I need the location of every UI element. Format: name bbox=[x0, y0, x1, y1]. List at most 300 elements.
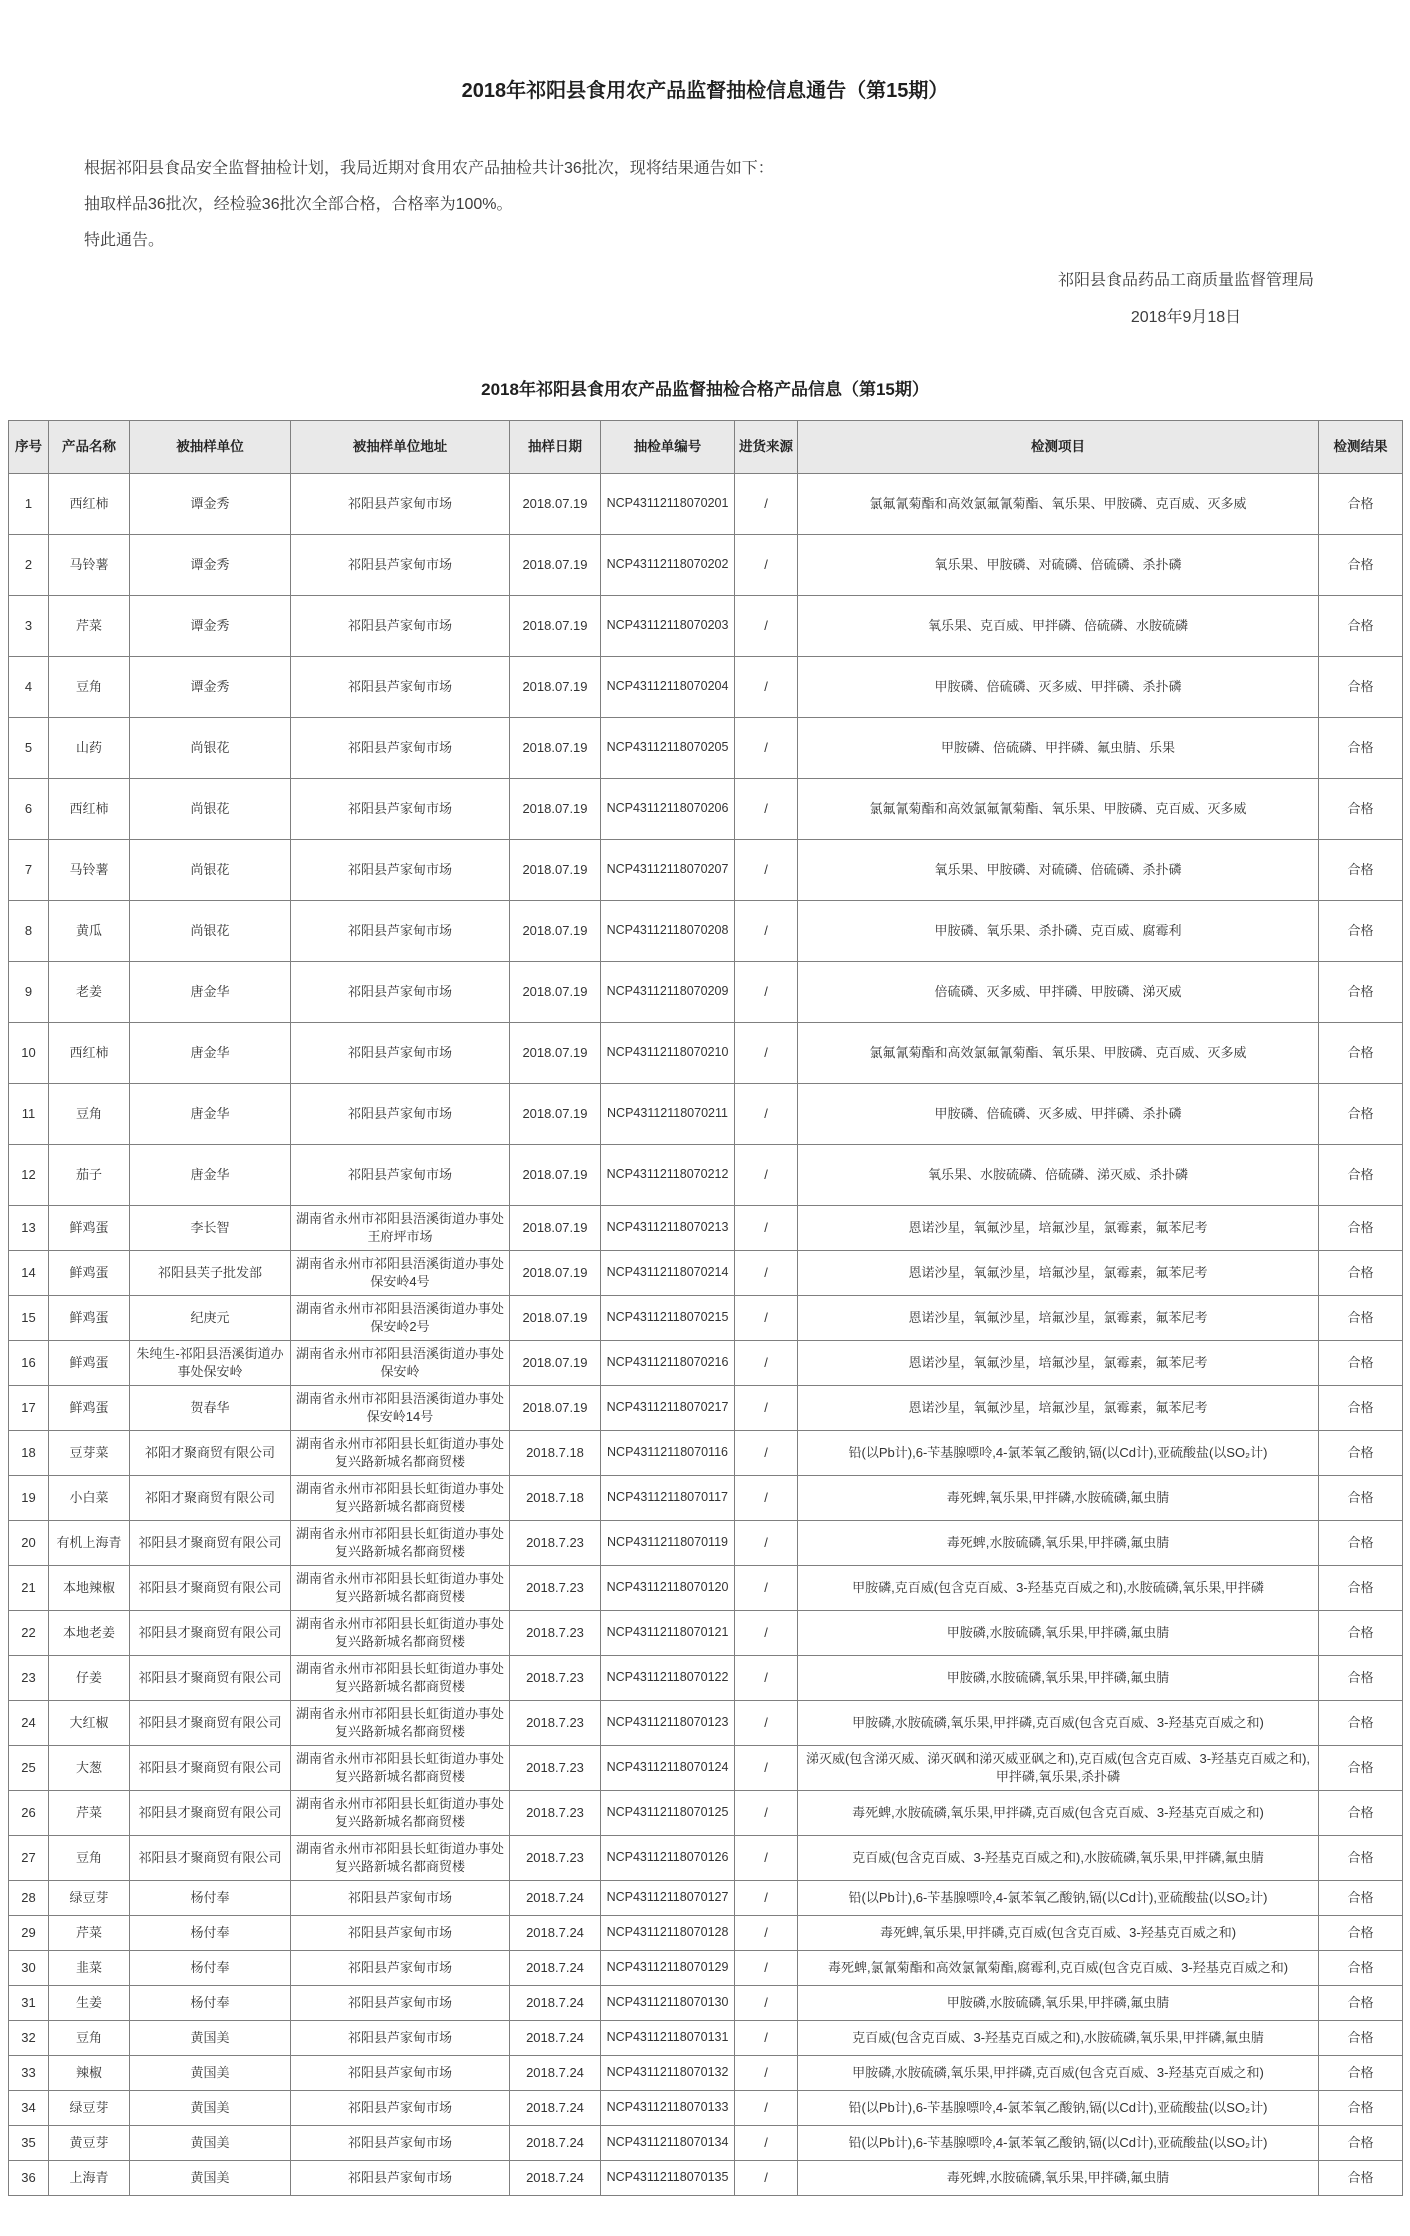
column-header-unit: 被抽样单位 bbox=[130, 421, 291, 474]
cell-code: NCP43112118070123 bbox=[601, 1701, 735, 1746]
cell-product: 豆角 bbox=[49, 1084, 130, 1145]
cell-address: 湖南省永州市祁阳县长虹街道办事处复兴路新城名都商贸楼 bbox=[291, 1476, 510, 1521]
table-row bbox=[9, 474, 1403, 535]
cell-source: / bbox=[735, 1566, 798, 1611]
cell-items: 铅(以Pb计),6-苄基腺嘌呤,4-氯苯氧乙酸钠,镉(以Cd计),亚硫酸盐(以SO₂计) bbox=[798, 2091, 1319, 2126]
cell-no: 32 bbox=[9, 2021, 49, 2056]
cell-date: 2018.7.23 bbox=[510, 1521, 601, 1566]
cell-product: 豆角 bbox=[49, 2021, 130, 2056]
cell-unit: 黄国美 bbox=[130, 2021, 291, 2056]
cell-source: / bbox=[735, 1476, 798, 1521]
cell-date: 2018.07.19 bbox=[510, 1296, 601, 1341]
notice-paragraph-3: 特此通告。 bbox=[84, 232, 165, 249]
cell-date: 2018.07.19 bbox=[510, 535, 601, 596]
column-header-address: 被抽样单位地址 bbox=[291, 421, 510, 474]
cell-source: / bbox=[735, 1251, 798, 1296]
cell-unit: 黄国美 bbox=[130, 2056, 291, 2091]
signoff-block bbox=[8, 267, 1402, 327]
cell-items: 倍硫磷、灭多威、甲拌磷、甲胺磷、涕灭威 bbox=[798, 962, 1319, 1023]
page-title: 2018年祁阳县食用农产品监督抽检信息通告（第15期） bbox=[461, 80, 949, 102]
cell-address: 祁阳县芦家甸市场 bbox=[291, 1916, 510, 1951]
cell-result: 合格 bbox=[1319, 1341, 1403, 1386]
cell-code: NCP43112118070120 bbox=[601, 1566, 735, 1611]
table-row bbox=[9, 1701, 1403, 1746]
cell-product: 黄瓜 bbox=[49, 901, 130, 962]
cell-product: 豆角 bbox=[49, 1836, 130, 1881]
column-header-items: 检测项目 bbox=[798, 421, 1319, 474]
cell-address: 祁阳县芦家甸市场 bbox=[291, 474, 510, 535]
cell-no: 14 bbox=[9, 1251, 49, 1296]
cell-date: 2018.7.24 bbox=[510, 2161, 601, 2196]
cell-product: 大葱 bbox=[49, 1746, 130, 1791]
cell-no: 16 bbox=[9, 1341, 49, 1386]
cell-code: NCP43112118070121 bbox=[601, 1611, 735, 1656]
cell-code: NCP43112118070132 bbox=[601, 2056, 735, 2091]
table-row bbox=[9, 1836, 1403, 1881]
cell-code: NCP43112118070211 bbox=[601, 1084, 735, 1145]
cell-date: 2018.07.19 bbox=[510, 779, 601, 840]
cell-no: 1 bbox=[9, 474, 49, 535]
cell-no: 35 bbox=[9, 2126, 49, 2161]
cell-result: 合格 bbox=[1319, 1084, 1403, 1145]
cell-date: 2018.07.19 bbox=[510, 1206, 601, 1251]
cell-code: NCP43112118070207 bbox=[601, 840, 735, 901]
cell-no: 3 bbox=[9, 596, 49, 657]
cell-address: 祁阳县芦家甸市场 bbox=[291, 1023, 510, 1084]
cell-date: 2018.7.24 bbox=[510, 2056, 601, 2091]
cell-no: 22 bbox=[9, 1611, 49, 1656]
cell-code: NCP43112118070116 bbox=[601, 1431, 735, 1476]
cell-date: 2018.07.19 bbox=[510, 657, 601, 718]
cell-result: 合格 bbox=[1319, 657, 1403, 718]
cell-no: 23 bbox=[9, 1656, 49, 1701]
cell-items: 甲胺磷、倍硫磷、灭多威、甲拌磷、杀扑磷 bbox=[798, 657, 1319, 718]
cell-unit: 杨付奉 bbox=[130, 1881, 291, 1916]
cell-date: 2018.7.24 bbox=[510, 1951, 601, 1986]
column-header-result: 检测结果 bbox=[1319, 421, 1403, 474]
table-row bbox=[9, 1521, 1403, 1566]
cell-address: 湖南省永州市祁阳县长虹街道办事处复兴路新城名都商贸楼 bbox=[291, 1521, 510, 1566]
table-row bbox=[9, 1916, 1403, 1951]
cell-items: 甲胺磷,水胺硫磷,氧乐果,甲拌磷,氟虫腈 bbox=[798, 1611, 1319, 1656]
cell-result: 合格 bbox=[1319, 1836, 1403, 1881]
cell-address: 祁阳县芦家甸市场 bbox=[291, 535, 510, 596]
cell-product: 西红柿 bbox=[49, 474, 130, 535]
cell-result: 合格 bbox=[1319, 1746, 1403, 1791]
table-row bbox=[9, 1656, 1403, 1701]
table-row bbox=[9, 1476, 1403, 1521]
cell-date: 2018.07.19 bbox=[510, 596, 601, 657]
cell-product: 绿豆芽 bbox=[49, 2091, 130, 2126]
cell-date: 2018.07.19 bbox=[510, 1341, 601, 1386]
table-row bbox=[9, 1746, 1403, 1791]
cell-unit: 唐金华 bbox=[130, 1084, 291, 1145]
cell-no: 31 bbox=[9, 1986, 49, 2021]
cell-address: 祁阳县芦家甸市场 bbox=[291, 2126, 510, 2161]
cell-result: 合格 bbox=[1319, 2056, 1403, 2091]
cell-product: 鲜鸡蛋 bbox=[49, 1296, 130, 1341]
cell-unit: 李长智 bbox=[130, 1206, 291, 1251]
cell-no: 18 bbox=[9, 1431, 49, 1476]
cell-no: 25 bbox=[9, 1746, 49, 1791]
cell-unit: 祁阳才聚商贸有限公司 bbox=[130, 1476, 291, 1521]
cell-date: 2018.7.24 bbox=[510, 1986, 601, 2021]
cell-code: NCP43112118070208 bbox=[601, 901, 735, 962]
cell-unit: 祁阳县才聚商贸有限公司 bbox=[130, 1836, 291, 1881]
cell-product: 生姜 bbox=[49, 1986, 130, 2021]
cell-date: 2018.7.23 bbox=[510, 1701, 601, 1746]
cell-address: 湖南省永州市祁阳县长虹街道办事处复兴路新城名都商贸楼 bbox=[291, 1701, 510, 1746]
table-row bbox=[9, 779, 1403, 840]
cell-items: 氧乐果、克百威、甲拌磷、倍硫磷、水胺硫磷 bbox=[798, 596, 1319, 657]
cell-items: 毒死蜱,水胺硫磷,氧乐果,甲拌磷,氟虫腈 bbox=[798, 2161, 1319, 2196]
cell-result: 合格 bbox=[1319, 1916, 1403, 1951]
cell-result: 合格 bbox=[1319, 1386, 1403, 1431]
cell-items: 氧乐果、水胺硫磷、倍硫磷、涕灭威、杀扑磷 bbox=[798, 1145, 1319, 1206]
column-header-source: 进货来源 bbox=[735, 421, 798, 474]
cell-code: NCP43112118070131 bbox=[601, 2021, 735, 2056]
cell-unit: 纪庚元 bbox=[130, 1296, 291, 1341]
cell-items: 氯氟氰菊酯和高效氯氟氰菊酯、氧乐果、甲胺磷、克百威、灭多威 bbox=[798, 1023, 1319, 1084]
cell-no: 33 bbox=[9, 2056, 49, 2091]
cell-unit: 杨付奉 bbox=[130, 1986, 291, 2021]
table-row bbox=[9, 1206, 1403, 1251]
cell-no: 12 bbox=[9, 1145, 49, 1206]
table-row bbox=[9, 1611, 1403, 1656]
cell-date: 2018.7.24 bbox=[510, 2091, 601, 2126]
cell-items: 氯氟氰菊酯和高效氯氟氰菊酯、氧乐果、甲胺磷、克百威、灭多威 bbox=[798, 474, 1319, 535]
cell-no: 6 bbox=[9, 779, 49, 840]
cell-source: / bbox=[735, 1521, 798, 1566]
cell-result: 合格 bbox=[1319, 2161, 1403, 2196]
cell-source: / bbox=[735, 1791, 798, 1836]
table-row bbox=[9, 2091, 1403, 2126]
cell-date: 2018.7.23 bbox=[510, 1566, 601, 1611]
cell-result: 合格 bbox=[1319, 1951, 1403, 1986]
cell-items: 铅(以Pb计),6-苄基腺嘌呤,4-氯苯氧乙酸钠,镉(以Cd计),亚硫酸盐(以SO₂计) bbox=[798, 2126, 1319, 2161]
cell-source: / bbox=[735, 1951, 798, 1986]
table-row bbox=[9, 596, 1403, 657]
cell-items: 恩诺沙星，氧氟沙星，培氟沙星，氯霉素，氟苯尼考 bbox=[798, 1206, 1319, 1251]
cell-address: 湖南省永州市祁阳县长虹街道办事处复兴路新城名都商贸楼 bbox=[291, 1836, 510, 1881]
cell-result: 合格 bbox=[1319, 1611, 1403, 1656]
cell-items: 氧乐果、甲胺磷、对硫磷、倍硫磷、杀扑磷 bbox=[798, 535, 1319, 596]
cell-items: 铅(以Pb计),6-苄基腺嘌呤,4-氯苯氧乙酸钠,镉(以Cd计),亚硫酸盐(以SO₂计) bbox=[798, 1431, 1319, 1476]
cell-result: 合格 bbox=[1319, 1566, 1403, 1611]
cell-items: 甲胺磷,水胺硫磷,氧乐果,甲拌磷,克百威(包含克百威、3-羟基克百威之和) bbox=[798, 2056, 1319, 2091]
cell-no: 4 bbox=[9, 657, 49, 718]
cell-source: / bbox=[735, 1916, 798, 1951]
cell-source: / bbox=[735, 596, 798, 657]
table-row bbox=[9, 718, 1403, 779]
cell-address: 祁阳县芦家甸市场 bbox=[291, 840, 510, 901]
cell-result: 合格 bbox=[1319, 1986, 1403, 2021]
cell-source: / bbox=[735, 1145, 798, 1206]
cell-address: 祁阳县芦家甸市场 bbox=[291, 596, 510, 657]
cell-code: NCP43112118070204 bbox=[601, 657, 735, 718]
cell-address: 湖南省永州市祁阳县长虹街道办事处复兴路新城名都商贸楼 bbox=[291, 1656, 510, 1701]
cell-product: 上海青 bbox=[49, 2161, 130, 2196]
cell-source: / bbox=[735, 2126, 798, 2161]
cell-product: 山药 bbox=[49, 718, 130, 779]
cell-date: 2018.07.19 bbox=[510, 474, 601, 535]
cell-unit: 朱纯生-祁阳县浯溪街道办事处保安岭 bbox=[130, 1341, 291, 1386]
cell-unit: 谭金秀 bbox=[130, 535, 291, 596]
cell-code: NCP43112118070133 bbox=[601, 2091, 735, 2126]
cell-source: / bbox=[735, 1986, 798, 2021]
cell-no: 30 bbox=[9, 1951, 49, 1986]
cell-items: 氯氟氰菊酯和高效氯氟氰菊酯、氧乐果、甲胺磷、克百威、灭多威 bbox=[798, 779, 1319, 840]
table-row bbox=[9, 2056, 1403, 2091]
cell-source: / bbox=[735, 1023, 798, 1084]
table-row bbox=[9, 1145, 1403, 1206]
cell-address: 祁阳县芦家甸市场 bbox=[291, 2161, 510, 2196]
cell-items: 铅(以Pb计),6-苄基腺嘌呤,4-氯苯氧乙酸钠,镉(以Cd计),亚硫酸盐(以SO₂计) bbox=[798, 1881, 1319, 1916]
cell-unit: 祁阳县才聚商贸有限公司 bbox=[130, 1746, 291, 1791]
cell-source: / bbox=[735, 1881, 798, 1916]
cell-source: / bbox=[735, 657, 798, 718]
cell-code: NCP43112118070119 bbox=[601, 1521, 735, 1566]
cell-product: 马铃薯 bbox=[49, 535, 130, 596]
cell-product: 芹菜 bbox=[49, 1916, 130, 1951]
inspection-table bbox=[8, 420, 1403, 2196]
cell-source: / bbox=[735, 1656, 798, 1701]
cell-no: 5 bbox=[9, 718, 49, 779]
cell-unit: 尚银花 bbox=[130, 779, 291, 840]
cell-items: 克百威(包含克百威、3-羟基克百威之和),水胺硫磷,氧乐果,甲拌磷,氟虫腈 bbox=[798, 2021, 1319, 2056]
cell-items: 毒死蜱,氯氰菊酯和高效氯氰菊酯,腐霉利,克百威(包含克百威、3-羟基克百威之和) bbox=[798, 1951, 1319, 1986]
table-row bbox=[9, 1251, 1403, 1296]
cell-code: NCP43112118070212 bbox=[601, 1145, 735, 1206]
column-header-code: 抽检单编号 bbox=[601, 421, 735, 474]
cell-product: 鲜鸡蛋 bbox=[49, 1386, 130, 1431]
cell-code: NCP43112118070122 bbox=[601, 1656, 735, 1701]
cell-items: 甲胺磷,水胺硫磷,氧乐果,甲拌磷,氟虫腈 bbox=[798, 1986, 1319, 2021]
cell-address: 祁阳县芦家甸市场 bbox=[291, 2021, 510, 2056]
cell-result: 合格 bbox=[1319, 1521, 1403, 1566]
cell-address: 祁阳县芦家甸市场 bbox=[291, 1145, 510, 1206]
cell-address: 湖南省永州市祁阳县浯溪街道办事处王府坪市场 bbox=[291, 1206, 510, 1251]
table-title: 2018年祁阳县食用农产品监督抽检合格产品信息（第15期） bbox=[481, 380, 929, 399]
cell-no: 2 bbox=[9, 535, 49, 596]
cell-address: 湖南省永州市祁阳县长虹街道办事处复兴路新城名都商贸楼 bbox=[291, 1611, 510, 1656]
cell-no: 7 bbox=[9, 840, 49, 901]
cell-product: 西红柿 bbox=[49, 1023, 130, 1084]
table-row bbox=[9, 1951, 1403, 1986]
cell-no: 13 bbox=[9, 1206, 49, 1251]
cell-product: 本地老姜 bbox=[49, 1611, 130, 1656]
cell-product: 豆角 bbox=[49, 657, 130, 718]
cell-product: 小白菜 bbox=[49, 1476, 130, 1521]
table-row bbox=[9, 840, 1403, 901]
cell-unit: 祁阳县才聚商贸有限公司 bbox=[130, 1521, 291, 1566]
cell-source: / bbox=[735, 1431, 798, 1476]
cell-source: / bbox=[735, 718, 798, 779]
cell-result: 合格 bbox=[1319, 596, 1403, 657]
cell-date: 2018.7.24 bbox=[510, 1881, 601, 1916]
cell-items: 恩诺沙星，氧氟沙星，培氟沙星，氯霉素，氟苯尼考 bbox=[798, 1341, 1319, 1386]
cell-items: 甲胺磷、氧乐果、杀扑磷、克百威、腐霉利 bbox=[798, 901, 1319, 962]
cell-source: / bbox=[735, 1611, 798, 1656]
cell-address: 湖南省永州市祁阳县长虹街道办事处复兴路新城名都商贸楼 bbox=[291, 1746, 510, 1791]
cell-code: NCP43112118070127 bbox=[601, 1881, 735, 1916]
cell-no: 17 bbox=[9, 1386, 49, 1431]
cell-code: NCP43112118070128 bbox=[601, 1916, 735, 1951]
cell-result: 合格 bbox=[1319, 840, 1403, 901]
cell-no: 8 bbox=[9, 901, 49, 962]
cell-date: 2018.7.24 bbox=[510, 2126, 601, 2161]
cell-code: NCP43112118070205 bbox=[601, 718, 735, 779]
cell-unit: 尚银花 bbox=[130, 901, 291, 962]
cell-address: 湖南省永州市祁阳县浯溪街道办事处保安岭14号 bbox=[291, 1386, 510, 1431]
cell-source: / bbox=[735, 535, 798, 596]
cell-unit: 祁阳县才聚商贸有限公司 bbox=[130, 1701, 291, 1746]
cell-address: 祁阳县芦家甸市场 bbox=[291, 1084, 510, 1145]
cell-source: / bbox=[735, 962, 798, 1023]
cell-date: 2018.7.18 bbox=[510, 1431, 601, 1476]
cell-items: 克百威(包含克百威、3-羟基克百威之和),水胺硫磷,氧乐果,甲拌磷,氟虫腈 bbox=[798, 1836, 1319, 1881]
cell-source: / bbox=[735, 1386, 798, 1431]
table-row bbox=[9, 1084, 1403, 1145]
cell-code: NCP43112118070129 bbox=[601, 1951, 735, 1986]
cell-code: NCP43112118070213 bbox=[601, 1206, 735, 1251]
cell-result: 合格 bbox=[1319, 718, 1403, 779]
cell-source: / bbox=[735, 840, 798, 901]
cell-unit: 尚银花 bbox=[130, 840, 291, 901]
cell-source: / bbox=[735, 2021, 798, 2056]
cell-date: 2018.7.18 bbox=[510, 1476, 601, 1521]
cell-no: 27 bbox=[9, 1836, 49, 1881]
column-header-no: 序号 bbox=[9, 421, 49, 474]
cell-unit: 祁阳才聚商贸有限公司 bbox=[130, 1431, 291, 1476]
cell-address: 祁阳县芦家甸市场 bbox=[291, 2091, 510, 2126]
cell-source: / bbox=[735, 901, 798, 962]
cell-product: 马铃薯 bbox=[49, 840, 130, 901]
table-row bbox=[9, 1566, 1403, 1611]
cell-source: / bbox=[735, 779, 798, 840]
cell-unit: 杨付奉 bbox=[130, 1916, 291, 1951]
cell-items: 毒死蜱,水胺硫磷,氧乐果,甲拌磷,克百威(包含克百威、3-羟基克百威之和) bbox=[798, 1791, 1319, 1836]
cell-result: 合格 bbox=[1319, 1476, 1403, 1521]
cell-code: NCP43112118070217 bbox=[601, 1386, 735, 1431]
cell-code: NCP43112118070215 bbox=[601, 1296, 735, 1341]
notice-paragraph-1: 根据祁阳县食品安全监督抽检计划，我局近期对食用农产品抽检共计36批次，现将结果通告如下： bbox=[84, 160, 774, 177]
cell-items: 甲胺磷、倍硫磷、甲拌磷、氟虫腈、乐果 bbox=[798, 718, 1319, 779]
cell-product: 芹菜 bbox=[49, 1791, 130, 1836]
cell-no: 20 bbox=[9, 1521, 49, 1566]
table-row bbox=[9, 1386, 1403, 1431]
table-row bbox=[9, 2021, 1403, 2056]
cell-address: 祁阳县芦家甸市场 bbox=[291, 2056, 510, 2091]
cell-result: 合格 bbox=[1319, 1296, 1403, 1341]
cell-result: 合格 bbox=[1319, 779, 1403, 840]
cell-product: 鲜鸡蛋 bbox=[49, 1206, 130, 1251]
cell-unit: 谭金秀 bbox=[130, 657, 291, 718]
cell-source: / bbox=[735, 2161, 798, 2196]
cell-result: 合格 bbox=[1319, 1656, 1403, 1701]
cell-code: NCP43112118070134 bbox=[601, 2126, 735, 2161]
table-row bbox=[9, 2126, 1403, 2161]
cell-unit: 祁阳县芙子批发部 bbox=[130, 1251, 291, 1296]
cell-source: / bbox=[735, 1206, 798, 1251]
column-header-date: 抽样日期 bbox=[510, 421, 601, 474]
cell-product: 韭菜 bbox=[49, 1951, 130, 1986]
cell-product: 豆芽菜 bbox=[49, 1431, 130, 1476]
cell-source: / bbox=[735, 1701, 798, 1746]
cell-items: 恩诺沙星，氧氟沙星，培氟沙星，氯霉素，氟苯尼考 bbox=[798, 1296, 1319, 1341]
cell-result: 合格 bbox=[1319, 1251, 1403, 1296]
cell-result: 合格 bbox=[1319, 1431, 1403, 1476]
cell-product: 黄豆芽 bbox=[49, 2126, 130, 2161]
cell-items: 甲胺磷,克百威(包含克百威、3-羟基克百威之和),水胺硫磷,氧乐果,甲拌磷 bbox=[798, 1566, 1319, 1611]
cell-unit: 杨付奉 bbox=[130, 1951, 291, 1986]
table-row bbox=[9, 901, 1403, 962]
cell-code: NCP43112118070209 bbox=[601, 962, 735, 1023]
cell-date: 2018.7.24 bbox=[510, 2021, 601, 2056]
cell-date: 2018.7.23 bbox=[510, 1791, 601, 1836]
cell-result: 合格 bbox=[1319, 535, 1403, 596]
cell-result: 合格 bbox=[1319, 962, 1403, 1023]
cell-code: NCP43112118070210 bbox=[601, 1023, 735, 1084]
table-row bbox=[9, 2161, 1403, 2196]
cell-code: NCP43112118070203 bbox=[601, 596, 735, 657]
cell-date: 2018.07.19 bbox=[510, 840, 601, 901]
cell-code: NCP43112118070130 bbox=[601, 1986, 735, 2021]
cell-result: 合格 bbox=[1319, 1145, 1403, 1206]
cell-items: 甲胺磷,水胺硫磷,氧乐果,甲拌磷,氟虫腈 bbox=[798, 1656, 1319, 1701]
cell-no: 24 bbox=[9, 1701, 49, 1746]
cell-product: 本地辣椒 bbox=[49, 1566, 130, 1611]
cell-address: 祁阳县芦家甸市场 bbox=[291, 657, 510, 718]
cell-code: NCP43112118070126 bbox=[601, 1836, 735, 1881]
cell-unit: 谭金秀 bbox=[130, 474, 291, 535]
cell-address: 祁阳县芦家甸市场 bbox=[291, 1986, 510, 2021]
table-row bbox=[9, 1341, 1403, 1386]
signoff-inner bbox=[1058, 267, 1314, 327]
cell-items: 氧乐果、甲胺磷、对硫磷、倍硫磷、杀扑磷 bbox=[798, 840, 1319, 901]
cell-product: 辣椒 bbox=[49, 2056, 130, 2091]
column-header-product: 产品名称 bbox=[49, 421, 130, 474]
cell-product: 西红柿 bbox=[49, 779, 130, 840]
cell-result: 合格 bbox=[1319, 2021, 1403, 2056]
cell-address: 湖南省永州市祁阳县长虹街道办事处复兴路新城名都商贸楼 bbox=[291, 1791, 510, 1836]
cell-unit: 祁阳县才聚商贸有限公司 bbox=[130, 1611, 291, 1656]
cell-address: 祁阳县芦家甸市场 bbox=[291, 1881, 510, 1916]
cell-items: 甲胺磷、倍硫磷、灭多威、甲拌磷、杀扑磷 bbox=[798, 1084, 1319, 1145]
cell-product: 芹菜 bbox=[49, 596, 130, 657]
cell-no: 28 bbox=[9, 1881, 49, 1916]
table-row bbox=[9, 1881, 1403, 1916]
cell-code: NCP43112118070125 bbox=[601, 1791, 735, 1836]
cell-no: 19 bbox=[9, 1476, 49, 1521]
cell-date: 2018.7.23 bbox=[510, 1656, 601, 1701]
cell-product: 绿豆芽 bbox=[49, 1881, 130, 1916]
table-header-row bbox=[9, 421, 1403, 474]
cell-product: 大红椒 bbox=[49, 1701, 130, 1746]
cell-result: 合格 bbox=[1319, 2126, 1403, 2161]
cell-no: 11 bbox=[9, 1084, 49, 1145]
table-row bbox=[9, 535, 1403, 596]
cell-no: 36 bbox=[9, 2161, 49, 2196]
cell-no: 29 bbox=[9, 1916, 49, 1951]
cell-result: 合格 bbox=[1319, 1791, 1403, 1836]
cell-items: 毒死蜱,水胺硫磷,氧乐果,甲拌磷,氟虫腈 bbox=[798, 1521, 1319, 1566]
cell-source: / bbox=[735, 1836, 798, 1881]
cell-address: 祁阳县芦家甸市场 bbox=[291, 962, 510, 1023]
cell-address: 湖南省永州市祁阳县浯溪街道办事处保安岭2号 bbox=[291, 1296, 510, 1341]
cell-date: 2018.07.19 bbox=[510, 1084, 601, 1145]
cell-date: 2018.07.19 bbox=[510, 901, 601, 962]
